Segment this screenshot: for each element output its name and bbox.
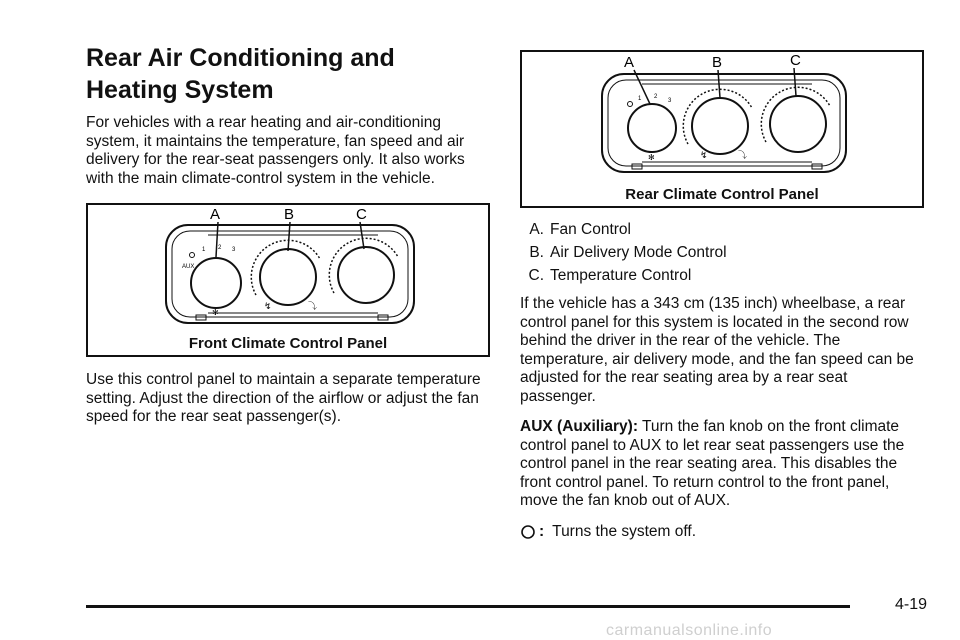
svg-text:3: 3 bbox=[232, 247, 236, 253]
wheelbase-paragraph: If the vehicle has a 343 cm (135 inch) wheelbase, a rear control panel for this system is located in the second row behind the driver in the rear of the vehicle. The temperature, air delivery mode, and the fan speed can be adjusted for the rear seating area by a rear seat passenger. bbox=[520, 295, 914, 405]
use-paragraph: Use this control panel to maintain a separate temperature setting. Adjust the direction of the airflow or adjust the fan speed for the rear seat passenger(s). bbox=[86, 371, 481, 425]
off-colon: : bbox=[539, 522, 545, 540]
svg-text:✻: ✻ bbox=[648, 153, 655, 162]
list-item: A. Fan Control bbox=[529, 221, 631, 238]
front-callout-b: B bbox=[284, 206, 295, 223]
rear-panel-caption: Rear Climate Control Panel bbox=[625, 186, 819, 203]
rear-panel-figure bbox=[520, 50, 924, 208]
rear-callout-b: B bbox=[712, 54, 723, 71]
svg-text:2: 2 bbox=[654, 94, 658, 100]
watermark: carmanualsonline.info bbox=[606, 622, 773, 639]
svg-text:3: 3 bbox=[668, 98, 672, 104]
aux-term: AUX (Auxiliary): bbox=[520, 418, 638, 435]
front-panel-caption: Front Climate Control Panel bbox=[188, 335, 388, 352]
aux-label: AUX bbox=[182, 264, 195, 270]
off-text: Turns the system off. bbox=[552, 522, 697, 540]
rear-callout-c: C bbox=[790, 52, 801, 69]
svg-text:↯: ↯ bbox=[700, 150, 708, 160]
callout-legend bbox=[520, 218, 924, 287]
page-number: 4-19 bbox=[895, 596, 928, 613]
left-column bbox=[86, 42, 490, 427]
right-column bbox=[520, 50, 924, 541]
svg-text:✻: ✻ bbox=[212, 308, 219, 317]
list-item: C. Temperature Control bbox=[528, 267, 692, 284]
svg-text:1: 1 bbox=[202, 247, 206, 253]
list-item: B. Air Delivery Mode Control bbox=[529, 244, 727, 261]
svg-text:⤵: ⤵ bbox=[738, 150, 748, 160]
footer-rule bbox=[86, 605, 850, 608]
aux-text: Turn the fan knob on the front climate control panel to AUX to let rear seat passengers use the control panel in the rear seating area. This disables the front control panel. To return control to the front panel, move the fan knob out of AUX. bbox=[520, 418, 905, 509]
off-description bbox=[520, 523, 924, 541]
front-panel-illustration bbox=[88, 205, 488, 335]
front-callout-c: C bbox=[356, 206, 367, 223]
svg-text:↯: ↯ bbox=[264, 301, 272, 311]
front-callout-a: A bbox=[210, 206, 221, 223]
intro-paragraph: For vehicles with a rear heating and air-conditioning system, it maintains the temperature, fan speed and air delivery for the rear-seat passengers only. It also works with the main climate-control system in the vehicle. bbox=[86, 114, 465, 187]
svg-text:2: 2 bbox=[218, 245, 222, 251]
svg-text:1: 1 bbox=[638, 96, 642, 102]
rear-callout-a: A bbox=[624, 54, 635, 71]
rear-panel-illustration bbox=[522, 52, 922, 186]
section-title: Rear Air Conditioning and Heating System bbox=[86, 44, 395, 104]
front-panel-figure bbox=[86, 203, 490, 357]
aux-paragraph bbox=[520, 418, 924, 511]
svg-text:⤵: ⤵ bbox=[308, 301, 318, 311]
power-off-icon bbox=[520, 524, 536, 540]
